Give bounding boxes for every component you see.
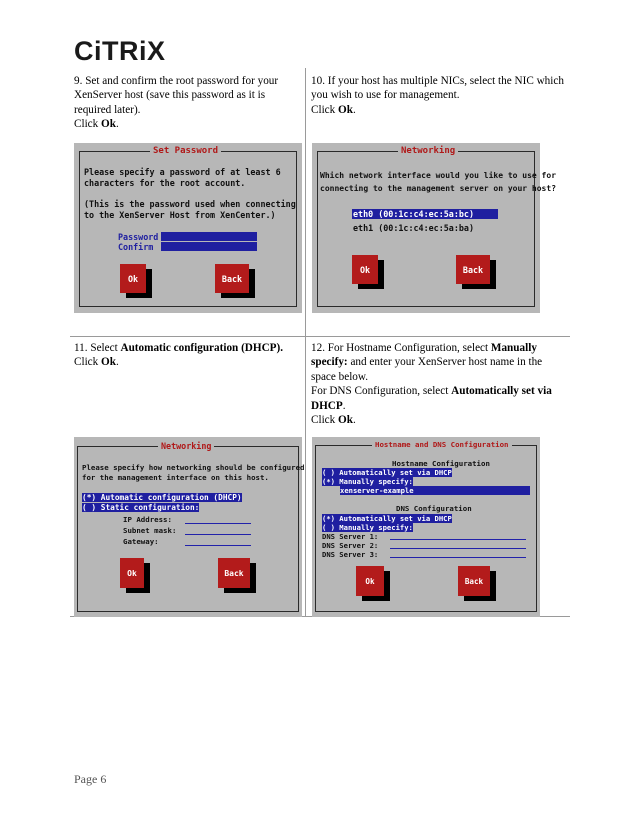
column-divider [305, 68, 306, 616]
subnet-mask-label: Subnet mask: [123, 526, 177, 535]
dns-server-2-label: DNS Server 2: [322, 541, 379, 550]
option-automatic-dhcp[interactable]: (*) Automatic configuration (DHCP) [82, 493, 242, 502]
ok-button[interactable]: Ok [352, 255, 378, 284]
dns-server-3-field[interactable] [390, 557, 526, 558]
subnet-mask-field[interactable] [185, 534, 251, 535]
back-button[interactable]: Back [215, 264, 249, 293]
nic-option-eth0[interactable]: eth0 (00:1c:c4:ec:5a:bc) [352, 209, 498, 219]
screenshot-networking-dhcp: Networking Please specify how networking should be configured for the management interface on this host. (*) Automatic configuration (DHCP) ( ) Static configuration: IP Address: Subnet mask: Gateway: Ok Back [74, 437, 302, 617]
confirm-label: Confirm [118, 242, 154, 252]
screenshot-networking-nic: Networking Which network interface would you like to use for connecting to the management server on your host? eth0 (00:1c:c4:ec:5a:bc) eth1 (00:1c:c4:ec:5a:ba) Ok Back [312, 143, 540, 313]
dialog-title: Hostname and DNS Configuration [372, 440, 512, 449]
dns-server-1-label: DNS Server 1: [322, 532, 379, 541]
step-11-option: Automatic configuration (DHCP). [120, 342, 284, 354]
citrix-logo [74, 36, 184, 66]
step-9-text: 9. Set and confirm the root password for your XenServer host (save this password as it is required later). Click Ok. [74, 75, 279, 131]
back-button[interactable]: Back [456, 255, 490, 284]
dialog-title: Set Password [150, 146, 221, 156]
dialog-title: Networking [158, 441, 214, 451]
nic-option-eth1[interactable]: eth1 (00:1c:c4:ec:5a:ba) [353, 223, 475, 233]
dns-server-3-label: DNS Server 3: [322, 550, 379, 559]
dns-heading: DNS Configuration [396, 504, 472, 513]
ok-button[interactable]: Ok [356, 566, 384, 596]
screenshot-hostname-dns [312, 437, 540, 617]
step-10-instruction: 10. If your host has multiple NICs, select the NIC which you wish to use for management. [311, 75, 564, 102]
dns-server-1-field[interactable] [390, 539, 526, 540]
step-12-text: 12. For Hostname Configuration, select Manually specify: and enter your XenServer host name in the space below. For DNS Configuration, select Automatically set via DHCP. Click Ok. [311, 342, 552, 427]
hostname-option-dhcp[interactable]: ( ) Automatically set via DHCP [322, 468, 452, 477]
row-divider [70, 336, 570, 337]
back-button[interactable]: Back [218, 558, 250, 588]
screenshot-set-password: Set Password Please specify a password of at least 6 characters for the root account. (This is the password used when connecting to the XenServer Host from XenCenter.) Password Confirm Ok Back [74, 143, 302, 313]
logo-text: CiTRiX [74, 36, 166, 66]
dns-option-manual[interactable]: ( ) Manually specify: [322, 523, 413, 532]
hostname-input[interactable]: xenserver-example [340, 486, 530, 495]
dialog-title: Networking [398, 146, 458, 156]
step-9-instruction: 9. Set and confirm the root password for your XenServer host (save this password as it is required later). [74, 75, 279, 116]
gateway-label: Gateway: [123, 537, 159, 546]
password-label: Password [118, 232, 159, 242]
dns-option-dhcp[interactable]: (*) Automatically set via DHCP [322, 514, 452, 523]
ok-button[interactable]: Ok [120, 264, 146, 293]
step-10-text: 10. If your host has multiple NICs, select the NIC which you wish to use for management. Click Ok. [311, 75, 564, 116]
option-static-configuration[interactable]: ( ) Static configuration: [82, 503, 200, 512]
hostname-heading: Hostname Configuration [392, 459, 490, 468]
step-11-text: 11. Select Automatic configuration (DHCP). Click Ok. [74, 342, 284, 369]
page-number: Page 6 [74, 772, 107, 786]
ok-button[interactable]: Ok [120, 558, 144, 588]
gateway-field[interactable] [185, 545, 251, 546]
ip-address-field[interactable] [185, 523, 251, 524]
ip-address-label: IP Address: [123, 515, 172, 524]
confirm-field[interactable] [161, 242, 257, 251]
password-field[interactable] [161, 232, 257, 241]
dns-server-2-field[interactable] [390, 548, 526, 549]
back-button[interactable]: Back [458, 566, 490, 596]
hostname-option-manual[interactable]: (*) Manually specify: [322, 477, 413, 486]
